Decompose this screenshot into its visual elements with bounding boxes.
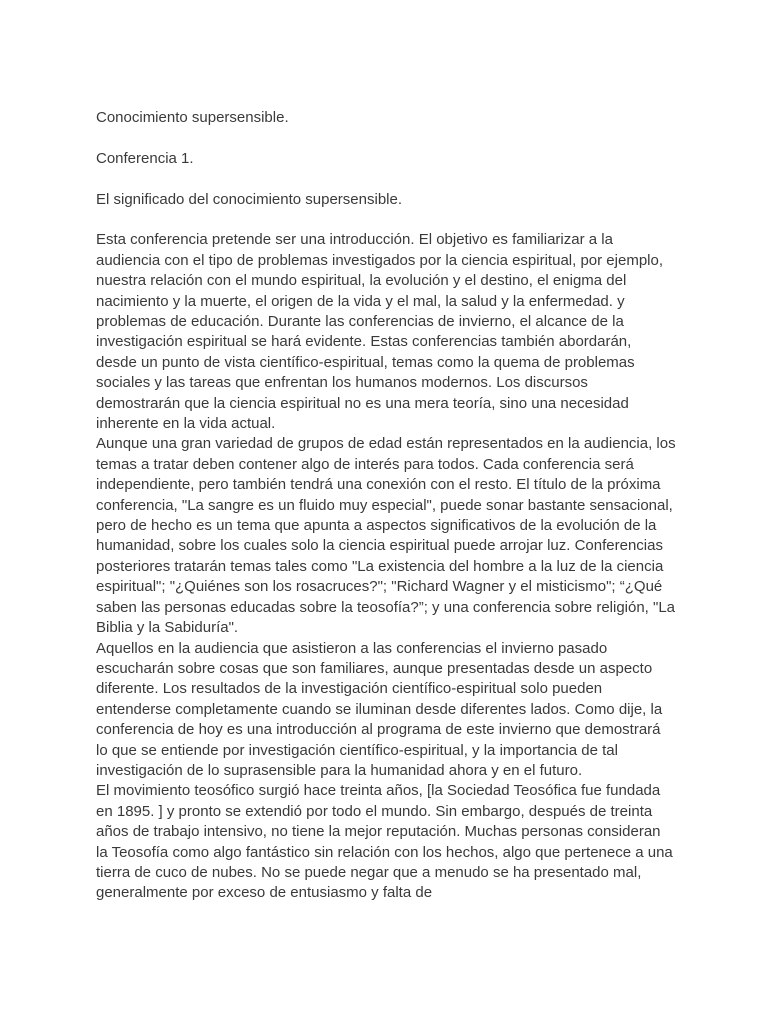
lecture-number: Conferencia 1. bbox=[96, 149, 194, 167]
body-paragraph: Aquellos en la audiencia que asistieron a las conferencias el invierno pasado escucharán sobre cosas que son familiares, aunque presentadas desde un aspecto diferente. Los resultados de la investigación científico-espiritual solo pueden entenderse completamente cuando se iluminan desde diferentes lados. Como dije, la conferencia de hoy es una introducción al programa de este invierno que demostrará lo que se entiende por investigación científico-espiritual, y la importancia de tal investigación de lo suprasensible para la humanidad ahora y en el futuro. bbox=[96, 639, 663, 779]
body-paragraph: Aunque una gran variedad de grupos de edad están representados en la audiencia, los temas a tratar deben contener algo de interés para todos. Cada conferencia será independiente, pero también tendrá una conexión con el resto. El título de la próxima conferencia, "La sangre es un fluido muy especial", puede sonar bastante sensacional, pero de hecho es un tema que apunta a aspectos significativos de la evolución de la humanidad, sobre los cuales solo la ciencia espiritual puede arrojar luz. Conferencias posteriores tratarán temas tales como "La existencia del hombre a la luz de la ciencia espiritual"; "¿Quiénes son los rosacruces?"; "Richard Wagner y el misticismo"; “¿Qué saben las personas educadas sobre la teosofía?”; y una conferencia sobre religión, "La Biblia y la Sabiduría". bbox=[96, 435, 676, 637]
body-paragraph: Esta conferencia pretende ser una introducción. El objetivo es familiarizar a la audiencia con el tipo de problemas investigados por la ciencia espiritual, por ejemplo, nuestra relación con el mundo espiritual, la evolución y el destino, el enigma del nacimiento y la muerte, el origen de la vida y el mal, la salud y la enfermedad. y problemas de educación. Durante las conferencias de invierno, el alcance de la investigación espiritual se hará evidente. Estas conferencias también abordarán, desde un punto de vista científico-espiritual, temas como la quema de problemas sociales y las tareas que enfrentan los humanos modernos. Los discursos demostrarán que la ciencia espiritual no es una mera teoría, sino una necesidad inherente en la vida actual. bbox=[96, 231, 663, 433]
lecture-subtitle: El significado del conocimiento supersensible. bbox=[96, 190, 403, 208]
document-title: Conocimiento supersensible. bbox=[96, 109, 289, 126]
body-paragraph: El movimiento teosófico surgió hace treinta años, [la Sociedad Teosófica fue fundada en 1895. ] y pronto se extendió por todo el mundo. Sin embargo, después de treinta años de trabajo intensivo, no tiene la mejor reputación. Muchas personas consideran la Teosofía como algo fantástico sin relación con los hechos, algo que pertenece a una tierra de cuco de nubes. No se puede negar que a menudo se ha presentado mal, generalmente por exceso de entusiasmo y falta de bbox=[96, 782, 673, 902]
document-page bbox=[96, 108, 676, 904]
